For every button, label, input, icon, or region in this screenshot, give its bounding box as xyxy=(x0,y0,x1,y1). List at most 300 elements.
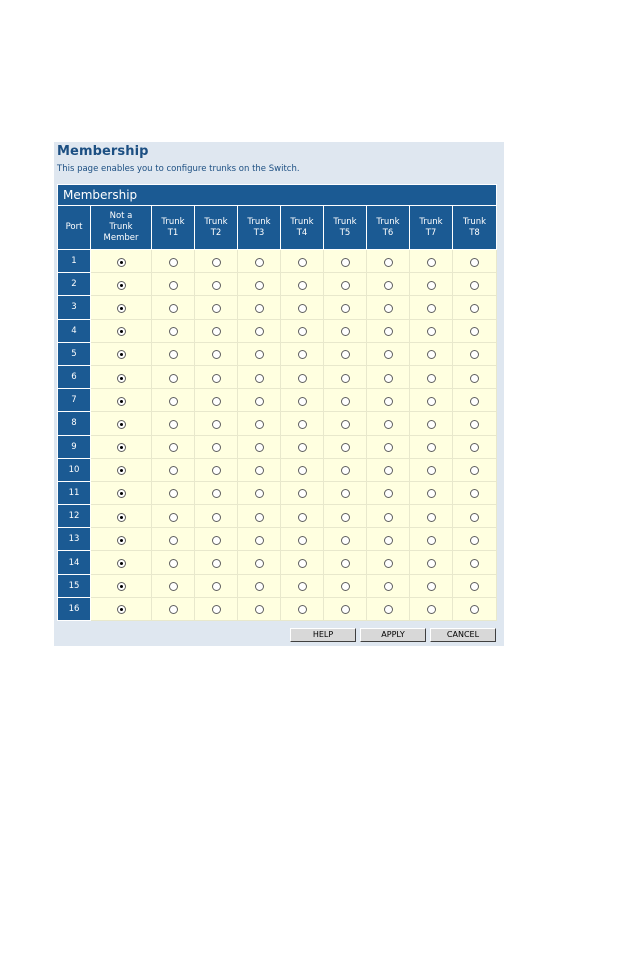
column-header-line: T7 xyxy=(425,227,437,238)
trunk-t7-radio[interactable] xyxy=(427,420,436,429)
membership-panel xyxy=(54,142,504,646)
trunk-t8-radio[interactable] xyxy=(470,513,479,522)
not-trunk-member-radio[interactable] xyxy=(117,536,126,545)
trunk-t3-radio[interactable] xyxy=(255,582,264,591)
trunk-t8-radio[interactable] xyxy=(470,605,479,614)
not-trunk-member-radio[interactable] xyxy=(117,304,126,313)
radio-cell xyxy=(410,551,453,574)
trunk-t4-radio[interactable] xyxy=(298,350,307,359)
trunk-t5-radio[interactable] xyxy=(341,489,350,498)
trunk-t1-radio[interactable] xyxy=(169,443,178,452)
trunk-t5-radio[interactable] xyxy=(341,327,350,336)
table-row xyxy=(58,250,497,273)
radio-cell xyxy=(91,365,152,388)
trunk-t5-radio[interactable] xyxy=(341,443,350,452)
apply-button[interactable]: APPLY xyxy=(360,628,426,642)
trunk-t6-radio[interactable] xyxy=(384,374,393,383)
not-trunk-member-radio[interactable] xyxy=(117,605,126,614)
trunk-t6-radio[interactable] xyxy=(384,582,393,591)
trunk-t3-radio[interactable] xyxy=(255,281,264,290)
trunk-t8-radio[interactable] xyxy=(470,489,479,498)
radio-cell xyxy=(281,342,324,365)
trunk-t2-radio[interactable] xyxy=(212,258,221,267)
trunk-t7-radio[interactable] xyxy=(427,443,436,452)
radio-cell xyxy=(281,505,324,528)
trunk-t3-radio[interactable] xyxy=(255,443,264,452)
radio-cell xyxy=(195,365,238,388)
radio-cell xyxy=(367,551,410,574)
radio-cell xyxy=(91,250,152,273)
radio-cell xyxy=(152,250,195,273)
trunk-t7-radio[interactable] xyxy=(427,513,436,522)
radio-cell xyxy=(152,505,195,528)
radio-cell xyxy=(324,342,367,365)
radio-cell xyxy=(152,481,195,504)
trunk-t4-radio[interactable] xyxy=(298,466,307,475)
not-trunk-member-radio[interactable] xyxy=(117,513,126,522)
radio-cell xyxy=(324,597,367,620)
trunk-t1-radio[interactable] xyxy=(169,397,178,406)
trunk-t2-radio[interactable] xyxy=(212,327,221,336)
radio-cell xyxy=(324,250,367,273)
trunk-t8-radio[interactable] xyxy=(470,327,479,336)
trunk-t8-radio[interactable] xyxy=(470,443,479,452)
radio-cell xyxy=(410,365,453,388)
column-header-line: Trunk xyxy=(204,216,228,227)
trunk-t2-radio[interactable] xyxy=(212,443,221,452)
port-number: 6 xyxy=(58,365,91,388)
radio-cell xyxy=(324,273,367,296)
trunk-t7-radio[interactable] xyxy=(427,489,436,498)
column-header-line: T3 xyxy=(253,227,265,238)
page-description: This page enables you to configure trunks on the Switch. xyxy=(57,164,300,174)
radio-cell xyxy=(238,435,281,458)
radio-cell xyxy=(281,273,324,296)
trunk-t2-radio[interactable] xyxy=(212,281,221,290)
trunk-t1-radio[interactable] xyxy=(169,605,178,614)
radio-cell xyxy=(91,528,152,551)
not-trunk-member-radio[interactable] xyxy=(117,281,126,290)
trunk-t4-radio[interactable] xyxy=(298,304,307,313)
port-number: 3 xyxy=(58,296,91,319)
column-header-line: T6 xyxy=(382,227,394,238)
not-trunk-member-radio[interactable] xyxy=(117,582,126,591)
trunk-t2-radio[interactable] xyxy=(212,582,221,591)
trunk-t4-radio[interactable] xyxy=(298,420,307,429)
radio-cell xyxy=(152,342,195,365)
radio-cell xyxy=(324,505,367,528)
radio-cell xyxy=(410,435,453,458)
port-number: 9 xyxy=(58,435,91,458)
trunk-t2-radio[interactable] xyxy=(212,420,221,429)
trunk-t3-radio[interactable] xyxy=(255,304,264,313)
trunk-t6-radio[interactable] xyxy=(384,420,393,429)
column-header-line: Trunk xyxy=(376,216,400,227)
trunk-t8-radio[interactable] xyxy=(470,397,479,406)
trunk-t4-radio[interactable] xyxy=(298,513,307,522)
trunk-t3-radio[interactable] xyxy=(255,327,264,336)
table-row xyxy=(58,412,497,435)
trunk-t3-column-header xyxy=(238,206,281,250)
radio-cell xyxy=(238,412,281,435)
port-number: 2 xyxy=(58,273,91,296)
trunk-t8-radio[interactable] xyxy=(470,582,479,591)
radio-cell xyxy=(367,528,410,551)
trunk-t4-radio[interactable] xyxy=(298,443,307,452)
trunk-t8-radio[interactable] xyxy=(470,281,479,290)
table-row xyxy=(58,481,497,504)
trunk-t5-radio[interactable] xyxy=(341,420,350,429)
trunk-t7-radio[interactable] xyxy=(427,258,436,267)
trunk-t3-radio[interactable] xyxy=(255,605,264,614)
trunk-t2-radio[interactable] xyxy=(212,489,221,498)
radio-cell xyxy=(367,319,410,342)
radio-cell xyxy=(238,458,281,481)
trunk-t1-radio[interactable] xyxy=(169,559,178,568)
radio-cell xyxy=(195,250,238,273)
trunk-t1-radio[interactable] xyxy=(169,258,178,267)
radio-cell xyxy=(238,597,281,620)
radio-cell xyxy=(91,342,152,365)
help-button[interactable]: HELP xyxy=(290,628,356,642)
radio-cell xyxy=(367,458,410,481)
radio-cell xyxy=(238,296,281,319)
trunk-t1-radio[interactable] xyxy=(169,466,178,475)
port-number: 10 xyxy=(58,458,91,481)
not-trunk-member-column-header xyxy=(91,206,152,250)
radio-cell xyxy=(281,319,324,342)
radio-cell xyxy=(324,458,367,481)
trunk-t8-radio[interactable] xyxy=(470,466,479,475)
column-header-line: T5 xyxy=(339,227,351,238)
not-trunk-member-radio[interactable] xyxy=(117,397,126,406)
trunk-t6-radio[interactable] xyxy=(384,559,393,568)
radio-cell xyxy=(195,458,238,481)
column-header-line: Trunk xyxy=(333,216,357,227)
trunk-t3-radio[interactable] xyxy=(255,420,264,429)
trunk-t6-radio[interactable] xyxy=(384,443,393,452)
trunk-t8-column-header xyxy=(453,206,497,250)
trunk-t2-column-header xyxy=(195,206,238,250)
trunk-t7-radio[interactable] xyxy=(427,281,436,290)
table-row xyxy=(58,551,497,574)
trunk-t5-radio[interactable] xyxy=(341,350,350,359)
radio-cell xyxy=(324,319,367,342)
radio-cell xyxy=(324,481,367,504)
radio-cell xyxy=(453,250,497,273)
trunk-t3-radio[interactable] xyxy=(255,350,264,359)
trunk-t6-radio[interactable] xyxy=(384,281,393,290)
radio-cell xyxy=(281,296,324,319)
trunk-t6-radio[interactable] xyxy=(384,466,393,475)
column-header-line: Trunk xyxy=(462,216,487,227)
trunk-t3-radio[interactable] xyxy=(255,466,264,475)
trunk-t1-radio[interactable] xyxy=(169,374,178,383)
radio-cell xyxy=(238,342,281,365)
trunk-t2-radio[interactable] xyxy=(212,513,221,522)
trunk-t3-radio[interactable] xyxy=(255,513,264,522)
radio-cell xyxy=(324,412,367,435)
radio-cell xyxy=(410,319,453,342)
trunk-t6-radio[interactable] xyxy=(384,350,393,359)
radio-cell xyxy=(281,389,324,412)
port-number: 8 xyxy=(58,412,91,435)
trunk-t4-radio[interactable] xyxy=(298,397,307,406)
not-trunk-member-radio[interactable] xyxy=(117,327,126,336)
column-header-line: T1 xyxy=(167,227,179,238)
trunk-t6-radio[interactable] xyxy=(384,397,393,406)
trunk-t1-radio[interactable] xyxy=(169,281,178,290)
radio-cell xyxy=(91,389,152,412)
radio-cell xyxy=(367,296,410,319)
trunk-t5-radio[interactable] xyxy=(341,466,350,475)
trunk-t6-radio[interactable] xyxy=(384,489,393,498)
trunk-t2-radio[interactable] xyxy=(212,605,221,614)
trunk-t7-radio[interactable] xyxy=(427,304,436,313)
radio-cell xyxy=(410,412,453,435)
trunk-t1-radio[interactable] xyxy=(169,536,178,545)
trunk-t3-radio[interactable] xyxy=(255,489,264,498)
port-number: 13 xyxy=(58,528,91,551)
trunk-t6-radio[interactable] xyxy=(384,327,393,336)
radio-cell xyxy=(195,319,238,342)
section-title: Membership xyxy=(58,185,497,206)
trunk-t2-radio[interactable] xyxy=(212,374,221,383)
radio-cell xyxy=(152,365,195,388)
trunk-t5-radio[interactable] xyxy=(341,513,350,522)
trunk-t2-radio[interactable] xyxy=(212,466,221,475)
trunk-t3-radio[interactable] xyxy=(255,258,264,267)
trunk-t4-radio[interactable] xyxy=(298,489,307,498)
trunk-t6-column-header xyxy=(367,206,410,250)
trunk-t4-column-header xyxy=(281,206,324,250)
radio-cell xyxy=(410,528,453,551)
trunk-t7-radio[interactable] xyxy=(427,582,436,591)
trunk-t5-radio[interactable] xyxy=(341,605,350,614)
radio-cell xyxy=(238,505,281,528)
not-trunk-member-radio[interactable] xyxy=(117,350,126,359)
trunk-t4-radio[interactable] xyxy=(298,536,307,545)
radio-cell xyxy=(152,551,195,574)
radio-cell xyxy=(195,342,238,365)
radio-cell xyxy=(91,273,152,296)
radio-cell xyxy=(91,458,152,481)
trunk-t7-radio[interactable] xyxy=(427,350,436,359)
radio-cell xyxy=(453,273,497,296)
trunk-t5-radio[interactable] xyxy=(341,582,350,591)
trunk-t5-radio[interactable] xyxy=(341,374,350,383)
trunk-t1-radio[interactable] xyxy=(169,582,178,591)
radio-cell xyxy=(453,528,497,551)
column-header-line: T8 xyxy=(469,227,480,238)
trunk-t7-radio[interactable] xyxy=(427,605,436,614)
radio-cell xyxy=(281,458,324,481)
radio-cell xyxy=(238,551,281,574)
cancel-button[interactable]: CANCEL xyxy=(430,628,496,642)
not-trunk-member-radio[interactable] xyxy=(117,466,126,475)
trunk-t4-radio[interactable] xyxy=(298,281,307,290)
radio-cell xyxy=(324,435,367,458)
radio-cell xyxy=(324,551,367,574)
trunk-t2-radio[interactable] xyxy=(212,536,221,545)
radio-cell xyxy=(453,551,497,574)
table-row xyxy=(58,528,497,551)
trunk-t6-radio[interactable] xyxy=(384,536,393,545)
radio-cell xyxy=(367,435,410,458)
trunk-t7-radio[interactable] xyxy=(427,536,436,545)
port-number: 15 xyxy=(58,574,91,597)
radio-cell xyxy=(281,528,324,551)
not-trunk-member-radio[interactable] xyxy=(117,559,126,568)
radio-cell xyxy=(195,481,238,504)
table-row xyxy=(58,389,497,412)
trunk-t3-radio[interactable] xyxy=(255,559,264,568)
radio-cell xyxy=(367,481,410,504)
radio-cell xyxy=(367,389,410,412)
trunk-t2-radio[interactable] xyxy=(212,350,221,359)
radio-cell xyxy=(281,551,324,574)
radio-cell xyxy=(367,273,410,296)
port-column-header: Port xyxy=(58,206,91,250)
trunk-t1-radio[interactable] xyxy=(169,513,178,522)
table-row xyxy=(58,319,497,342)
trunk-t4-radio[interactable] xyxy=(298,582,307,591)
trunk-t6-radio[interactable] xyxy=(384,258,393,267)
radio-cell xyxy=(281,481,324,504)
trunk-t6-radio[interactable] xyxy=(384,304,393,313)
radio-cell xyxy=(324,365,367,388)
trunk-t3-radio[interactable] xyxy=(255,374,264,383)
radio-cell xyxy=(367,365,410,388)
membership-rows xyxy=(58,250,497,621)
trunk-t2-radio[interactable] xyxy=(212,304,221,313)
trunk-t7-column-header xyxy=(410,206,453,250)
trunk-t7-radio[interactable] xyxy=(427,466,436,475)
trunk-t4-radio[interactable] xyxy=(298,374,307,383)
not-trunk-member-radio[interactable] xyxy=(117,443,126,452)
radio-cell xyxy=(410,389,453,412)
trunk-t5-radio[interactable] xyxy=(341,559,350,568)
not-trunk-member-radio[interactable] xyxy=(117,489,126,498)
radio-cell xyxy=(195,528,238,551)
trunk-t1-radio[interactable] xyxy=(169,350,178,359)
port-number: 11 xyxy=(58,481,91,504)
table-row xyxy=(58,342,497,365)
trunk-t4-radio[interactable] xyxy=(298,258,307,267)
radio-cell xyxy=(410,481,453,504)
trunk-t7-radio[interactable] xyxy=(427,374,436,383)
trunk-t1-radio[interactable] xyxy=(169,420,178,429)
radio-cell xyxy=(453,296,497,319)
radio-cell xyxy=(152,435,195,458)
radio-cell xyxy=(91,296,152,319)
trunk-t7-radio[interactable] xyxy=(427,397,436,406)
radio-cell xyxy=(238,574,281,597)
trunk-t2-radio[interactable] xyxy=(212,397,221,406)
trunk-t5-radio[interactable] xyxy=(341,536,350,545)
trunk-t3-radio[interactable] xyxy=(255,397,264,406)
radio-cell xyxy=(367,342,410,365)
port-number: 14 xyxy=(58,551,91,574)
trunk-t5-radio[interactable] xyxy=(341,304,350,313)
trunk-t2-radio[interactable] xyxy=(212,559,221,568)
radio-cell xyxy=(91,481,152,504)
trunk-t7-radio[interactable] xyxy=(427,327,436,336)
trunk-t6-radio[interactable] xyxy=(384,605,393,614)
radio-cell xyxy=(453,319,497,342)
trunk-t5-radio[interactable] xyxy=(341,397,350,406)
trunk-t5-radio[interactable] xyxy=(341,281,350,290)
radio-cell xyxy=(410,597,453,620)
page-title: Membership xyxy=(57,144,149,159)
trunk-t8-radio[interactable] xyxy=(470,304,479,313)
trunk-t5-radio[interactable] xyxy=(341,258,350,267)
radio-cell xyxy=(195,389,238,412)
trunk-t6-radio[interactable] xyxy=(384,513,393,522)
trunk-t8-radio[interactable] xyxy=(470,536,479,545)
radio-cell xyxy=(91,574,152,597)
radio-cell xyxy=(238,528,281,551)
radio-cell xyxy=(152,458,195,481)
port-number: 7 xyxy=(58,389,91,412)
radio-cell xyxy=(91,551,152,574)
radio-cell xyxy=(281,435,324,458)
radio-cell xyxy=(281,597,324,620)
radio-cell xyxy=(281,365,324,388)
radio-cell xyxy=(453,342,497,365)
trunk-t1-radio[interactable] xyxy=(169,489,178,498)
trunk-t8-radio[interactable] xyxy=(470,258,479,267)
radio-cell xyxy=(152,389,195,412)
trunk-t1-radio[interactable] xyxy=(169,327,178,336)
trunk-t4-radio[interactable] xyxy=(298,605,307,614)
trunk-t1-radio[interactable] xyxy=(169,304,178,313)
radio-cell xyxy=(152,412,195,435)
membership-table xyxy=(57,184,497,621)
column-header-line: Member xyxy=(103,233,139,243)
trunk-t8-radio[interactable] xyxy=(470,420,479,429)
not-trunk-member-radio[interactable] xyxy=(117,374,126,383)
radio-cell xyxy=(195,551,238,574)
column-header-line: T4 xyxy=(296,227,308,238)
trunk-t8-radio[interactable] xyxy=(470,559,479,568)
radio-cell xyxy=(453,574,497,597)
radio-cell xyxy=(367,574,410,597)
radio-cell xyxy=(152,273,195,296)
radio-cell xyxy=(91,412,152,435)
radio-cell xyxy=(281,574,324,597)
trunk-t3-radio[interactable] xyxy=(255,536,264,545)
radio-cell xyxy=(367,597,410,620)
radio-cell xyxy=(152,574,195,597)
radio-cell xyxy=(453,505,497,528)
table-row xyxy=(58,273,497,296)
trunk-t4-radio[interactable] xyxy=(298,559,307,568)
trunk-t8-radio[interactable] xyxy=(470,374,479,383)
not-trunk-member-radio[interactable] xyxy=(117,420,126,429)
table-row xyxy=(58,597,497,620)
radio-cell xyxy=(324,528,367,551)
table-row xyxy=(58,296,497,319)
trunk-t8-radio[interactable] xyxy=(470,350,479,359)
not-trunk-member-radio[interactable] xyxy=(117,258,126,267)
column-header-line: Trunk xyxy=(161,216,185,227)
trunk-t7-radio[interactable] xyxy=(427,559,436,568)
trunk-t4-radio[interactable] xyxy=(298,327,307,336)
column-header-line: Trunk xyxy=(247,216,271,227)
column-header-line: T2 xyxy=(210,227,222,238)
radio-cell xyxy=(453,389,497,412)
